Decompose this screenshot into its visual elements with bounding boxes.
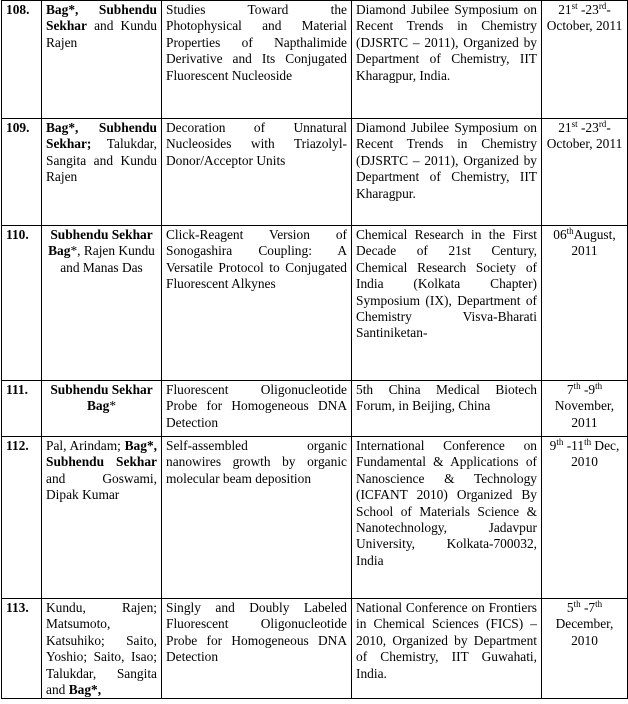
author-highlight: Bag*, Subhendu Sekhar [46, 438, 157, 470]
entry-date [542, 599, 628, 699]
author-highlight: Bag*, Subhendu Sekhar [46, 2, 157, 34]
entry-title: Singly and Doubly Labeled Fluorescent Oligonucleotide Probe for Homogeneous DNA Detection [162, 599, 352, 699]
entry-date [542, 437, 628, 599]
entry-number: 108. [2, 1, 42, 119]
table-row [2, 381, 628, 437]
date-day2-suffix: rd [598, 1, 607, 11]
date-day2-suffix: th [595, 381, 603, 391]
entry-number: 112. [2, 437, 42, 599]
entry-venue: 5th China Medical Biotech Forum, in Beijing, China [352, 381, 542, 437]
table-row [2, 1, 628, 119]
date-day-suffix: th [556, 437, 564, 447]
entry-authors [42, 119, 162, 226]
entry-number: 110. [2, 226, 42, 381]
entry-date [542, 226, 628, 381]
date-day: 9 [549, 438, 557, 453]
date-day2-suffix: th [584, 437, 592, 447]
date-separator: -23 [577, 2, 599, 17]
date-month-year: Dec, 2010 [571, 438, 620, 470]
author-text: and Goswami, Dipak Kumar [46, 470, 157, 503]
entry-venue: Diamond Jubilee Symposium on Recent Trends in Chemistry (DJSRTC – 2011), Organized by Department of Chemistry, IIT Kharagpur, India. [352, 1, 542, 119]
author-highlight: Bag*, Subhendu Sekhar; [46, 120, 157, 152]
date-day-suffix: th [566, 226, 574, 236]
author-text: Talukdar, Sangita and Kundu Rajen [46, 136, 157, 185]
table-row [2, 226, 628, 381]
entry-authors [42, 226, 162, 381]
publication-table [1, 0, 628, 699]
entry-number: 109. [2, 119, 42, 226]
entry-number: 113. [2, 599, 42, 699]
entry-date [542, 119, 628, 226]
entry-authors [42, 437, 162, 599]
entry-title: Click-Reagent Version of Sonogashira Coupling: A Versatile Protocol to Conjugated Fluorescent Alkynes [162, 226, 352, 381]
entry-venue: National Conference on Frontiers in Chemical Sciences (FICS) – 2010, Organized by Department of Chemistry, IIT Guwahati, India. [352, 599, 542, 699]
author-text: Pal, Arindam; [46, 438, 125, 453]
entry-title: Fluorescent Oligonucleotide Probe for Homogeneous DNA Detection [162, 381, 352, 437]
date-day-suffix: th [573, 381, 581, 391]
date-day-suffix: st [571, 1, 578, 11]
table-row [2, 437, 628, 599]
author-highlight: Subhendu Sekhar Bag [50, 382, 153, 414]
entry-date [542, 381, 628, 437]
date-day: 5 [566, 600, 574, 615]
table-body [2, 1, 628, 699]
entry-venue: Diamond Jubilee Symposium on Recent Trends in Chemistry (DJSRTC – 2011), Organized by Department of Chemistry, IIT Kharagpur. [352, 119, 542, 226]
date-separator: -9 [580, 382, 596, 397]
table-row [2, 599, 628, 699]
date-day-suffix: st [571, 119, 578, 129]
date-day2-suffix: th [595, 599, 603, 609]
date-day: 21 [558, 2, 572, 17]
author-highlight: Subhendu Sekhar Bag [48, 227, 153, 259]
entry-venue: International Conference on Fundamental & Applications of Nanoscience & Technology (ICFANT 2010) Organized By School of Materials Science & Nanotechnology, Jadavpur University, Kolkata-700032, India [352, 437, 542, 599]
entry-venue: Chemical Research in the First Decade of 21st Century, Chemical Research Society of India (Kolkata Chapter) Symposium (IX), Department of Chemistry Visva-Bharati Santiniketan- [352, 226, 542, 381]
date-month-year: November, 2011 [554, 398, 615, 430]
entry-authors [42, 1, 162, 119]
date-day: 06 [553, 227, 567, 242]
entry-title: Self-assembled organic nanowires growth by organic molecular beam deposition [162, 437, 352, 599]
date-day2-suffix: rd [598, 119, 607, 129]
date-month-year: August, 2011 [571, 227, 616, 259]
date-separator: -23 [577, 120, 599, 135]
entry-authors [42, 599, 162, 699]
entry-title: Studies Toward the Photophysical and Material Properties of Napthalimide Derivative and Its Conjugated Fluorescent Nucleoside [162, 1, 352, 119]
date-month-year: -October, 2011 [546, 2, 623, 34]
date-separator: -7 [580, 600, 596, 615]
date-day-suffix: th [573, 599, 581, 609]
author-text: Kundu, Rajen; Matsumoto, Katsuhiko; Saito, Yoshio; Saito, Isao; Talukdar, Sangita and [46, 600, 157, 698]
author-text: and Kundu Rajen [46, 18, 157, 50]
date-month-year: -October, 2011 [546, 120, 623, 152]
table-row [2, 119, 628, 226]
entry-title: Decoration of Unnatural Nucleosides with Triazolyl-Donor/Acceptor Units [162, 119, 352, 226]
entry-date [542, 1, 628, 119]
date-day: 7 [566, 382, 574, 397]
date-month-year: December, 2010 [555, 616, 614, 648]
date-day: 21 [558, 120, 572, 135]
date-separator: -11 [563, 438, 585, 453]
author-text: *, Rajen Kundu and Manas Das [60, 243, 155, 275]
author-highlight: Bag*, [68, 682, 102, 698]
entry-authors [42, 381, 162, 437]
author-text: * [109, 398, 117, 414]
entry-number: 111. [2, 381, 42, 437]
